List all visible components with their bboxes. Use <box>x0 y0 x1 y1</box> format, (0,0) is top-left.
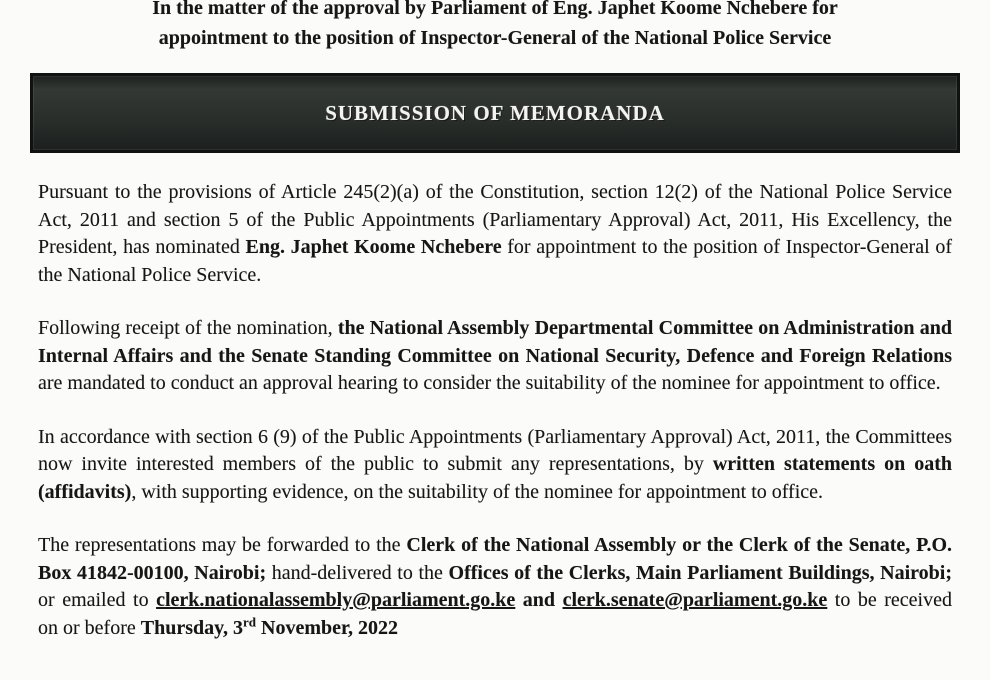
submission-form: written statements on oath (affidavits) <box>38 453 952 503</box>
paragraph <box>38 532 952 642</box>
paragraph <box>38 179 952 289</box>
nominee-name: Eng. Japhet Koome Nchebere <box>245 236 502 258</box>
section-banner-title: SUBMISSION OF MEMORANDA <box>325 100 665 125</box>
email-senate: clerk.senate@parliament.go.ke <box>562 589 828 611</box>
committees-names: the National Assembly Departmental Committee on Administration and Internal Affairs and the Senate Standing Committee on National Security, Defence and Foreign Relations <box>38 317 953 367</box>
deadline-date-ordinal: rd <box>243 613 256 629</box>
text-segment: are mandated to conduct an approval hearing to consider the suitability of the nominee for appointment to office. <box>38 372 941 394</box>
document-body <box>38 179 952 642</box>
text-segment: and <box>515 589 563 611</box>
case-title-line1: In the matter of the approval by Parliament of Eng. Japhet Koome Nchebere for <box>152 0 838 19</box>
text-segment: In accordance with section 6 (9) of the Public Appointments (Parliamentary Approval) Act, 2011, the Committees now invite interested members of the public to submit any representations, by <box>38 425 952 475</box>
email-national-assembly: clerk.nationalassembly@parliament.go.ke <box>156 589 516 611</box>
paragraph <box>38 315 952 398</box>
paragraph <box>38 424 952 507</box>
text-segment: hand-delivered to the <box>266 561 449 584</box>
deadline-date-rest: November, 2022 <box>256 616 399 639</box>
postal-address: Clerk of the National Assembly or the Clerk of the Senate, P.O. Box 41842-00100, Nairobi; <box>38 534 953 584</box>
case-title-line2: appointment to the position of Inspector-General of the National Police Service <box>158 27 832 49</box>
text-segment: The representations may be forwarded to the <box>38 534 407 556</box>
physical-address: Offices of the Clerks, Main Parliament Buildings, Nairobi; <box>448 561 952 584</box>
text-segment: Pursuant to the provisions of Article 245(2)(a) of the Constitution, section 12(2) of the National Police Service Act, 2011 and section 5 of the Public Appointments (Parliamentary Approval) Act, 2011, His Excellency, the President, has nominated <box>38 181 952 258</box>
deadline-date: Thursday, 3 <box>140 616 243 639</box>
case-title <box>38 0 952 53</box>
text-segment: for appointment to the position of Inspector-General of the National Police Service. <box>38 236 952 286</box>
text-segment: , with supporting evidence, on the suitability of the nominee for appointment to office. <box>131 480 824 503</box>
section-banner <box>30 73 960 153</box>
text-segment: to be received on or before <box>38 589 952 639</box>
text-segment: Following receipt of the nomination, <box>38 317 338 339</box>
text-segment: or emailed to <box>38 589 157 611</box>
